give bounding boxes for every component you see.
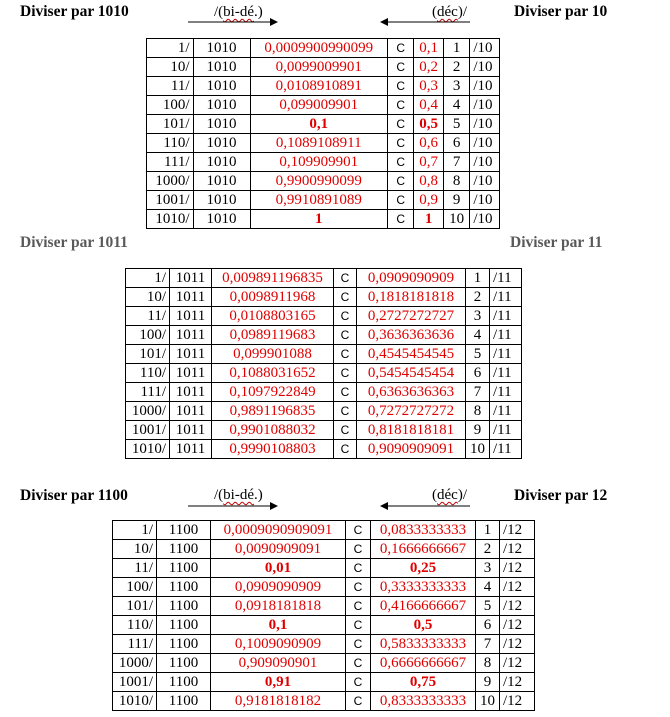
denominator-cell: /11	[490, 421, 522, 440]
section-1-header-right: Diviser par 10	[514, 3, 608, 20]
numerator-cell: 9	[476, 673, 500, 692]
binary-quotient-cell: 0,0918181818	[211, 597, 346, 616]
binary-dividend-cell: 1/	[126, 269, 170, 288]
table-row	[147, 115, 500, 134]
binary-quotient-cell: 0,91	[211, 673, 346, 692]
binary-divisor-cell: 1100	[157, 654, 211, 673]
denominator-cell: /12	[500, 673, 535, 692]
binary-dividend-cell: 10/	[147, 58, 194, 77]
binary-divisor-cell: 1011	[170, 364, 212, 383]
decimal-result-cell: 0,5	[371, 616, 476, 635]
c-marker-cell: C	[387, 172, 413, 191]
binary-divisor-cell: 1010	[193, 134, 250, 153]
binary-quotient-cell: 0,0009090909091	[211, 521, 346, 540]
section-2-header-left: Diviser par 1011	[20, 234, 128, 251]
c-marker-cell: C	[387, 134, 413, 153]
binary-dividend-cell: 101/	[113, 597, 157, 616]
c-marker-cell: C	[334, 402, 357, 421]
denominator-cell: /11	[490, 269, 522, 288]
binary-quotient-cell: 0,9900990099	[250, 172, 387, 191]
table-row	[113, 692, 535, 711]
denominator-cell: /12	[500, 521, 535, 540]
binary-divisor-cell: 1100	[157, 521, 211, 540]
binary-quotient-cell: 0,01	[211, 559, 346, 578]
binary-dividend-cell: 110/	[147, 134, 194, 153]
denominator-cell: /11	[490, 288, 522, 307]
table-row	[147, 77, 500, 96]
numerator-cell: 4	[476, 578, 500, 597]
decimal-result-cell: 0,5454545454	[357, 364, 466, 383]
numerator-cell: 6	[443, 134, 469, 153]
c-marker-cell: C	[334, 269, 357, 288]
binary-quotient-cell: 0,1	[211, 616, 346, 635]
binary-divisor-cell: 1010	[193, 77, 250, 96]
decimal-result-cell: 0,8	[414, 172, 444, 191]
numerator-cell: 1	[476, 521, 500, 540]
numerator-cell: 1	[466, 269, 490, 288]
binary-dividend-cell: 11/	[113, 559, 157, 578]
binary-divisor-cell: 1010	[193, 210, 250, 229]
c-marker-cell: C	[346, 521, 371, 540]
binary-dividend-cell: 1/	[113, 521, 157, 540]
binary-divisor-cell: 1100	[157, 692, 211, 711]
binary-dividend-cell: 1000/	[147, 172, 194, 191]
decimal-result-cell: 0,8181818181	[357, 421, 466, 440]
denominator-cell: /11	[490, 402, 522, 421]
table-row	[126, 421, 522, 440]
binary-dividend-cell: 10/	[126, 288, 170, 307]
numerator-cell: 5	[466, 345, 490, 364]
table-row	[113, 635, 535, 654]
numerator-cell: 5	[476, 597, 500, 616]
binary-divisor-cell: 1011	[170, 326, 212, 345]
binary-divisor-cell: 1100	[157, 540, 211, 559]
decimal-result-cell: 0,7272727272	[357, 402, 466, 421]
section-1-arrow-right-icon	[188, 17, 278, 27]
denominator-cell: /12	[500, 559, 535, 578]
section-3-header-left: Diviser par 1100	[20, 487, 128, 504]
table-row	[147, 58, 500, 77]
decimal-result-cell: 0,2727272727	[357, 307, 466, 326]
table-row	[147, 153, 500, 172]
binary-quotient-cell: 0,1089108911	[250, 134, 387, 153]
binary-dividend-cell: 1000/	[126, 402, 170, 421]
denominator-cell: /11	[490, 364, 522, 383]
section-1-arrow-right-label: (déc)/	[432, 4, 467, 20]
binary-dividend-cell: 110/	[113, 616, 157, 635]
binary-quotient-cell: 0,0108803165	[212, 307, 334, 326]
decimal-result-cell: 0,3636363636	[357, 326, 466, 345]
binary-quotient-cell: 0,1	[250, 115, 387, 134]
c-marker-cell: C	[334, 326, 357, 345]
numerator-cell: 10	[443, 210, 469, 229]
binary-quotient-cell: 0,0099009901	[250, 58, 387, 77]
numerator-cell: 8	[466, 402, 490, 421]
table-row	[126, 269, 522, 288]
c-marker-cell: C	[346, 559, 371, 578]
binary-quotient-cell: 0,9901088032	[212, 421, 334, 440]
denominator-cell: /11	[490, 345, 522, 364]
binary-divisor-cell: 1011	[170, 402, 212, 421]
denominator-cell: /12	[500, 540, 535, 559]
binary-dividend-cell: 1/	[147, 39, 194, 58]
binary-quotient-cell: 0,009891196835	[212, 269, 334, 288]
c-marker-cell: C	[387, 96, 413, 115]
binary-divisor-cell: 1011	[170, 383, 212, 402]
c-marker-cell: C	[387, 115, 413, 134]
decimal-result-cell: 0,4166666667	[371, 597, 476, 616]
section-3-table	[112, 520, 535, 711]
binary-divisor-cell: 1010	[193, 115, 250, 134]
binary-quotient-cell: 0,1088031652	[212, 364, 334, 383]
binary-divisor-cell: 1100	[157, 616, 211, 635]
numerator-cell: 4	[466, 326, 490, 345]
binary-dividend-cell: 111/	[113, 635, 157, 654]
denominator-cell: /12	[500, 635, 535, 654]
binary-divisor-cell: 1010	[193, 58, 250, 77]
section-3-arrow-right-icon	[188, 501, 278, 511]
table-row	[126, 402, 522, 421]
binary-dividend-cell: 1000/	[113, 654, 157, 673]
decimal-result-cell: 0,9	[414, 191, 444, 210]
numerator-cell: 9	[443, 191, 469, 210]
binary-quotient-cell: 0,9910891089	[250, 191, 387, 210]
c-marker-cell: C	[334, 345, 357, 364]
decimal-result-cell: 0,7	[414, 153, 444, 172]
denominator-cell: /12	[500, 616, 535, 635]
binary-divisor-cell: 1011	[170, 269, 212, 288]
binary-divisor-cell: 1100	[157, 673, 211, 692]
decimal-result-cell: 0,4545454545	[357, 345, 466, 364]
c-marker-cell: C	[334, 421, 357, 440]
numerator-cell: 1	[443, 39, 469, 58]
binary-divisor-cell: 1011	[170, 345, 212, 364]
c-marker-cell: C	[387, 153, 413, 172]
binary-divisor-cell: 1010	[193, 172, 250, 191]
binary-dividend-cell: 100/	[147, 96, 194, 115]
table-row	[113, 578, 535, 597]
binary-dividend-cell: 11/	[126, 307, 170, 326]
binary-quotient-cell: 0,1009090909	[211, 635, 346, 654]
c-marker-cell: C	[346, 673, 371, 692]
binary-dividend-cell: 100/	[113, 578, 157, 597]
decimal-result-cell: 0,5833333333	[371, 635, 476, 654]
denominator-cell: /10	[470, 77, 500, 96]
table-row	[126, 307, 522, 326]
denominator-cell: /10	[470, 153, 500, 172]
numerator-cell: 2	[476, 540, 500, 559]
table-row	[126, 326, 522, 345]
numerator-cell: 8	[476, 654, 500, 673]
binary-divisor-cell: 1100	[157, 578, 211, 597]
table-row	[113, 559, 535, 578]
table-row	[113, 521, 535, 540]
binary-dividend-cell: 111/	[126, 383, 170, 402]
denominator-cell: /10	[470, 58, 500, 77]
binary-dividend-cell: 100/	[126, 326, 170, 345]
numerator-cell: 7	[443, 153, 469, 172]
binary-divisor-cell: 1010	[193, 191, 250, 210]
c-marker-cell: C	[346, 578, 371, 597]
c-marker-cell: C	[387, 58, 413, 77]
binary-divisor-cell: 1010	[193, 96, 250, 115]
binary-quotient-cell: 0,099901088	[212, 345, 334, 364]
c-marker-cell: C	[334, 307, 357, 326]
table-row	[147, 39, 500, 58]
binary-quotient-cell: 1	[250, 210, 387, 229]
c-marker-cell: C	[387, 77, 413, 96]
c-marker-cell: C	[387, 39, 413, 58]
decimal-result-cell: 0,75	[371, 673, 476, 692]
numerator-cell: 7	[466, 383, 490, 402]
decimal-result-cell: 0,1818181818	[357, 288, 466, 307]
binary-quotient-cell: 0,9891196835	[212, 402, 334, 421]
numerator-cell: 7	[476, 635, 500, 654]
table-row	[147, 96, 500, 115]
table-row	[147, 210, 500, 229]
decimal-result-cell: 0,5	[414, 115, 444, 134]
section-3-header-right: Diviser par 12	[514, 487, 608, 504]
numerator-cell: 8	[443, 172, 469, 191]
table-row	[113, 597, 535, 616]
c-marker-cell: C	[334, 440, 357, 459]
numerator-cell: 3	[443, 77, 469, 96]
binary-dividend-cell: 11/	[147, 77, 194, 96]
numerator-cell: 6	[476, 616, 500, 635]
c-marker-cell: C	[387, 191, 413, 210]
denominator-cell: /11	[490, 440, 522, 459]
section-3-arrow-right-label: (déc)/	[432, 487, 467, 503]
section-1-header-left: Diviser par 1010	[20, 3, 129, 20]
table-row	[126, 288, 522, 307]
denominator-cell: /11	[490, 326, 522, 345]
decimal-result-cell: 0,6363636363	[357, 383, 466, 402]
section-3-arrow-left-icon	[380, 501, 470, 511]
table-row	[113, 673, 535, 692]
decimal-result-cell: 0,1	[414, 39, 444, 58]
numerator-cell: 2	[443, 58, 469, 77]
table-row	[147, 134, 500, 153]
binary-quotient-cell: 0,109909901	[250, 153, 387, 172]
numerator-cell: 9	[466, 421, 490, 440]
section-2-header-right: Diviser par 11	[510, 234, 603, 251]
decimal-result-cell: 0,3	[414, 77, 444, 96]
binary-quotient-cell: 0,1097922849	[212, 383, 334, 402]
binary-dividend-cell: 1001/	[113, 673, 157, 692]
decimal-result-cell: 0,1666666667	[371, 540, 476, 559]
denominator-cell: /10	[470, 115, 500, 134]
table-row	[126, 345, 522, 364]
decimal-result-cell: 0,0909090909	[357, 269, 466, 288]
table-row	[113, 654, 535, 673]
table-row	[147, 191, 500, 210]
binary-divisor-cell: 1010	[193, 153, 250, 172]
c-marker-cell: C	[346, 692, 371, 711]
denominator-cell: /11	[490, 307, 522, 326]
c-marker-cell: C	[346, 597, 371, 616]
binary-dividend-cell: 1010/	[126, 440, 170, 459]
numerator-cell: 5	[443, 115, 469, 134]
binary-quotient-cell: 0,0108910891	[250, 77, 387, 96]
binary-divisor-cell: 1011	[170, 288, 212, 307]
section-1-table	[146, 38, 500, 229]
binary-dividend-cell: 1001/	[126, 421, 170, 440]
section-1-arrow-left-label: /(bi-dé.)	[214, 4, 263, 20]
decimal-result-cell: 0,4	[414, 96, 444, 115]
denominator-cell: /12	[500, 692, 535, 711]
denominator-cell: /12	[500, 578, 535, 597]
numerator-cell: 10	[466, 440, 490, 459]
binary-divisor-cell: 1100	[157, 597, 211, 616]
denominator-cell: /11	[490, 383, 522, 402]
table-row	[126, 440, 522, 459]
binary-quotient-cell: 0,0989119683	[212, 326, 334, 345]
binary-divisor-cell: 1100	[157, 559, 211, 578]
table-row	[126, 364, 522, 383]
decimal-result-cell: 0,3333333333	[371, 578, 476, 597]
denominator-cell: /10	[470, 172, 500, 191]
binary-dividend-cell: 1001/	[147, 191, 194, 210]
table-row	[147, 172, 500, 191]
numerator-cell: 3	[466, 307, 490, 326]
binary-dividend-cell: 101/	[147, 115, 194, 134]
decimal-result-cell: 0,6666666667	[371, 654, 476, 673]
c-marker-cell: C	[346, 654, 371, 673]
denominator-cell: /12	[500, 654, 535, 673]
numerator-cell: 4	[443, 96, 469, 115]
binary-quotient-cell: 0,9181818182	[211, 692, 346, 711]
denominator-cell: /10	[470, 96, 500, 115]
denominator-cell: /10	[470, 191, 500, 210]
binary-quotient-cell: 0,0009900990099	[250, 39, 387, 58]
decimal-result-cell: 0,25	[371, 559, 476, 578]
binary-dividend-cell: 10/	[113, 540, 157, 559]
binary-quotient-cell: 0,0098911968	[212, 288, 334, 307]
binary-dividend-cell: 111/	[147, 153, 194, 172]
decimal-result-cell: 0,8333333333	[371, 692, 476, 711]
denominator-cell: /10	[470, 39, 500, 58]
binary-dividend-cell: 1010/	[113, 692, 157, 711]
c-marker-cell: C	[346, 635, 371, 654]
section-2-table	[125, 268, 522, 459]
table-row	[113, 540, 535, 559]
c-marker-cell: C	[346, 540, 371, 559]
binary-quotient-cell: 0,099009901	[250, 96, 387, 115]
decimal-result-cell: 0,9090909091	[357, 440, 466, 459]
binary-divisor-cell: 1100	[157, 635, 211, 654]
section-3-arrow-left-label: /(bi-dé.)	[214, 487, 263, 503]
decimal-result-cell: 0,0833333333	[371, 521, 476, 540]
table-row	[113, 616, 535, 635]
c-marker-cell: C	[387, 210, 413, 229]
binary-dividend-cell: 1010/	[147, 210, 194, 229]
binary-divisor-cell: 1011	[170, 307, 212, 326]
binary-quotient-cell: 0,0909090909	[211, 578, 346, 597]
c-marker-cell: C	[346, 616, 371, 635]
c-marker-cell: C	[334, 288, 357, 307]
decimal-result-cell: 1	[414, 210, 444, 229]
numerator-cell: 3	[476, 559, 500, 578]
denominator-cell: /10	[470, 134, 500, 153]
binary-quotient-cell: 0,0090909091	[211, 540, 346, 559]
decimal-result-cell: 0,6	[414, 134, 444, 153]
denominator-cell: /10	[470, 210, 500, 229]
table-row	[126, 383, 522, 402]
denominator-cell: /12	[500, 597, 535, 616]
binary-divisor-cell: 1011	[170, 440, 212, 459]
c-marker-cell: C	[334, 364, 357, 383]
binary-quotient-cell: 0,909090901	[211, 654, 346, 673]
numerator-cell: 2	[466, 288, 490, 307]
binary-dividend-cell: 101/	[126, 345, 170, 364]
c-marker-cell: C	[334, 383, 357, 402]
binary-divisor-cell: 1010	[193, 39, 250, 58]
section-1-arrow-left-icon	[380, 17, 470, 27]
numerator-cell: 6	[466, 364, 490, 383]
binary-quotient-cell: 0,9990108803	[212, 440, 334, 459]
binary-divisor-cell: 1011	[170, 421, 212, 440]
numerator-cell: 10	[476, 692, 500, 711]
decimal-result-cell: 0,2	[414, 58, 444, 77]
binary-dividend-cell: 110/	[126, 364, 170, 383]
